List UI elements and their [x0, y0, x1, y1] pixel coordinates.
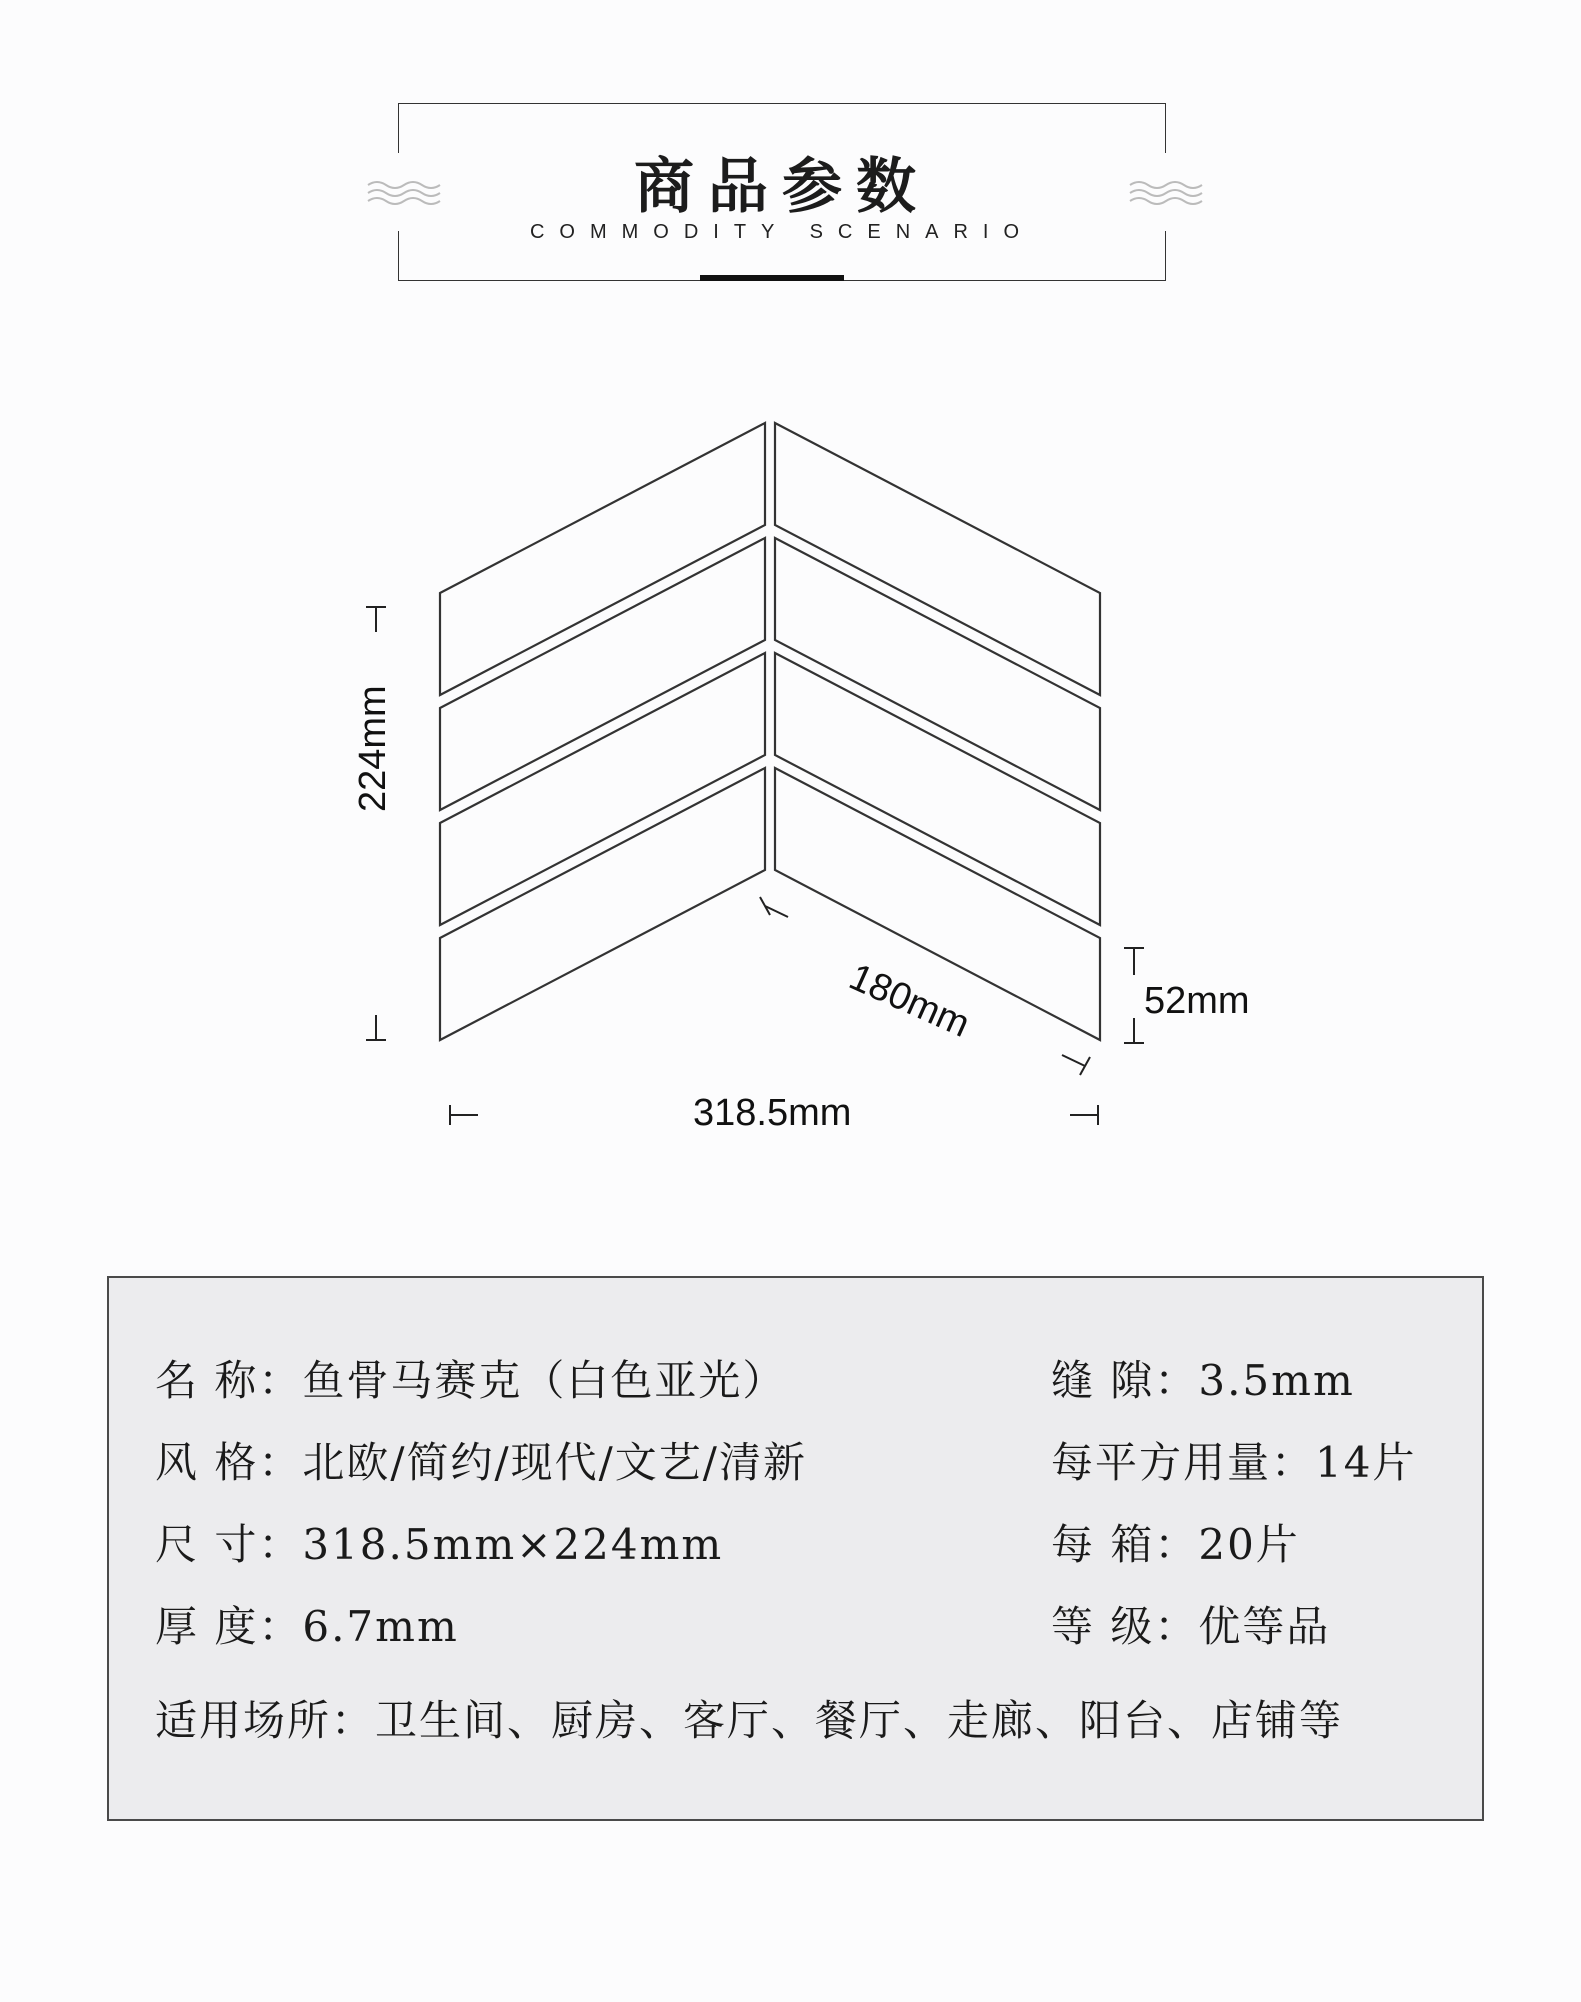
- wave-right-icon: [1128, 179, 1204, 209]
- spec-name: 名 称：鱼骨马赛克（白色亚光）: [155, 1356, 787, 1405]
- spec-gap: 缝 隙：3.5mm: [1051, 1356, 1355, 1405]
- tile-strips: [440, 423, 1100, 1040]
- strip-width-dimension-label: 52mm: [1144, 980, 1250, 1022]
- right-strip-2: [775, 538, 1100, 810]
- herringbone-diagram: [0, 400, 1581, 1160]
- spec-grade: 等 级：优等品: [1051, 1602, 1331, 1651]
- page-title: 商品参数: [634, 152, 930, 222]
- width-dimension-label: 318.5mm: [693, 1092, 852, 1134]
- page-subtitle: COMMODITY SCENARIO: [529, 221, 1035, 243]
- spec-style: 风 格：北欧/简约/现代/文艺/清新: [155, 1438, 807, 1487]
- left-strip-2: [440, 538, 765, 810]
- wave-left-icon: [366, 179, 442, 209]
- left-strip-3: [440, 653, 765, 925]
- spec-usage: 适用场所：卫生间、厨房、客厅、餐厅、走廊、阳台、店铺等: [155, 1696, 1344, 1745]
- section-title-frame: [398, 103, 1166, 281]
- spec-per-box: 每 箱：20片: [1051, 1520, 1300, 1569]
- spec-size: 尺 寸：318.5mm×224mm: [155, 1520, 724, 1569]
- left-strip-4: [440, 768, 765, 1040]
- right-strip-3: [775, 653, 1100, 925]
- right-strip-1: [775, 423, 1100, 695]
- spec-thickness: 厚 度：6.7mm: [155, 1602, 459, 1651]
- spec-per-sqm: 每平方用量：14片: [1051, 1438, 1417, 1487]
- spec-panel: [107, 1276, 1484, 1821]
- length-dimension-label: 180mm: [842, 956, 976, 1046]
- left-strip-1: [440, 423, 765, 695]
- height-dimension-label: 224mm: [352, 685, 394, 812]
